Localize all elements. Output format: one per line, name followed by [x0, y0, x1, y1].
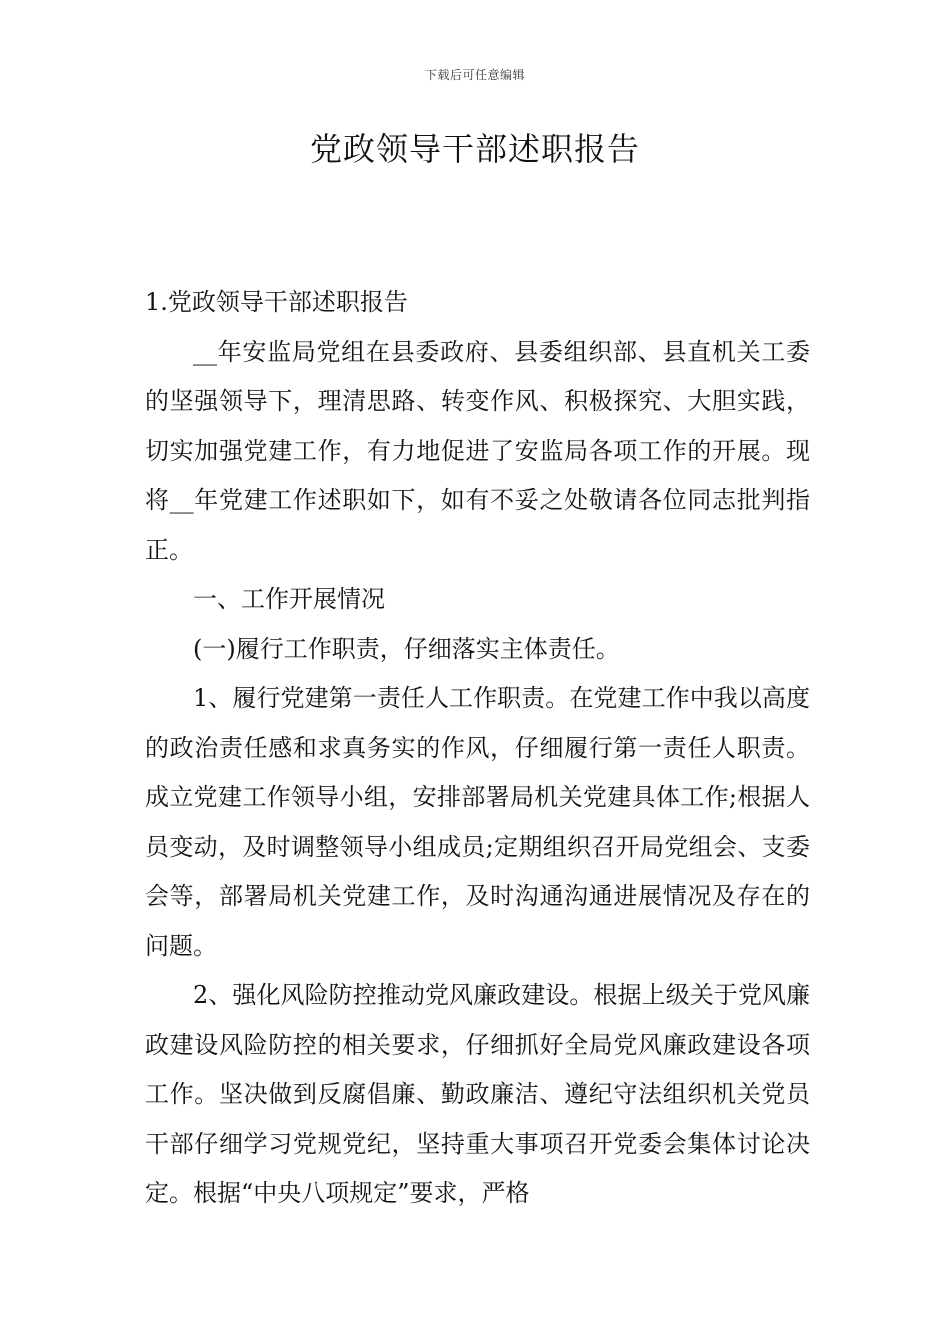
section-heading: 一、工作开展情况 — [193, 585, 385, 613]
subsection-heading: (一)履行工作职责，仔细落实主体责任。 — [193, 634, 620, 663]
section-heading: 1.党政领导干部述职报告 — [145, 288, 408, 316]
header-note: 下载后可任意编辑 — [424, 68, 525, 82]
body-paragraph: 1、履行党建第一责任人工作职责。在党建工作中我以高度的政治责任感和求真务实的作风，仔细履行第一责任人职责。成立党建工作领导小组，安排部署局机关党建具体工作;根据人员变动，及时调整领导小组成员;定期组织召开局党组会、支委会等，部署局机关党建工作，及时沟通沟通进展情况及存在的问题。 — [145, 684, 810, 960]
body-paragraph: __年安监局党组在县委政府、县委组织部、县直机关工委的坚强领导下，理清思路、转变作风、积极探究、大胆实践，切实加强党建工作，有力地促进了安监局各项工作的开展。现将__年党建工作述职如下，如有不妥之处敬请各位同志批判指正。 — [145, 337, 810, 564]
document-body — [145, 278, 810, 1219]
document-title: 党政领导干部述职报告 — [309, 130, 640, 168]
body-paragraph: 2、强化风险防控推动党风廉政建设。根据上级关于党风廉政建设风险防控的相关要求，仔细抓好全局党风廉政建设各项工作。坚决做到反腐倡廉、勤政廉洁、遵纪守法组织机关党员干部仔细学习党规党纪，坚持重大事项召开党委会集体讨论决定。根据“中央八项规定”要求，严格 — [145, 981, 810, 1207]
